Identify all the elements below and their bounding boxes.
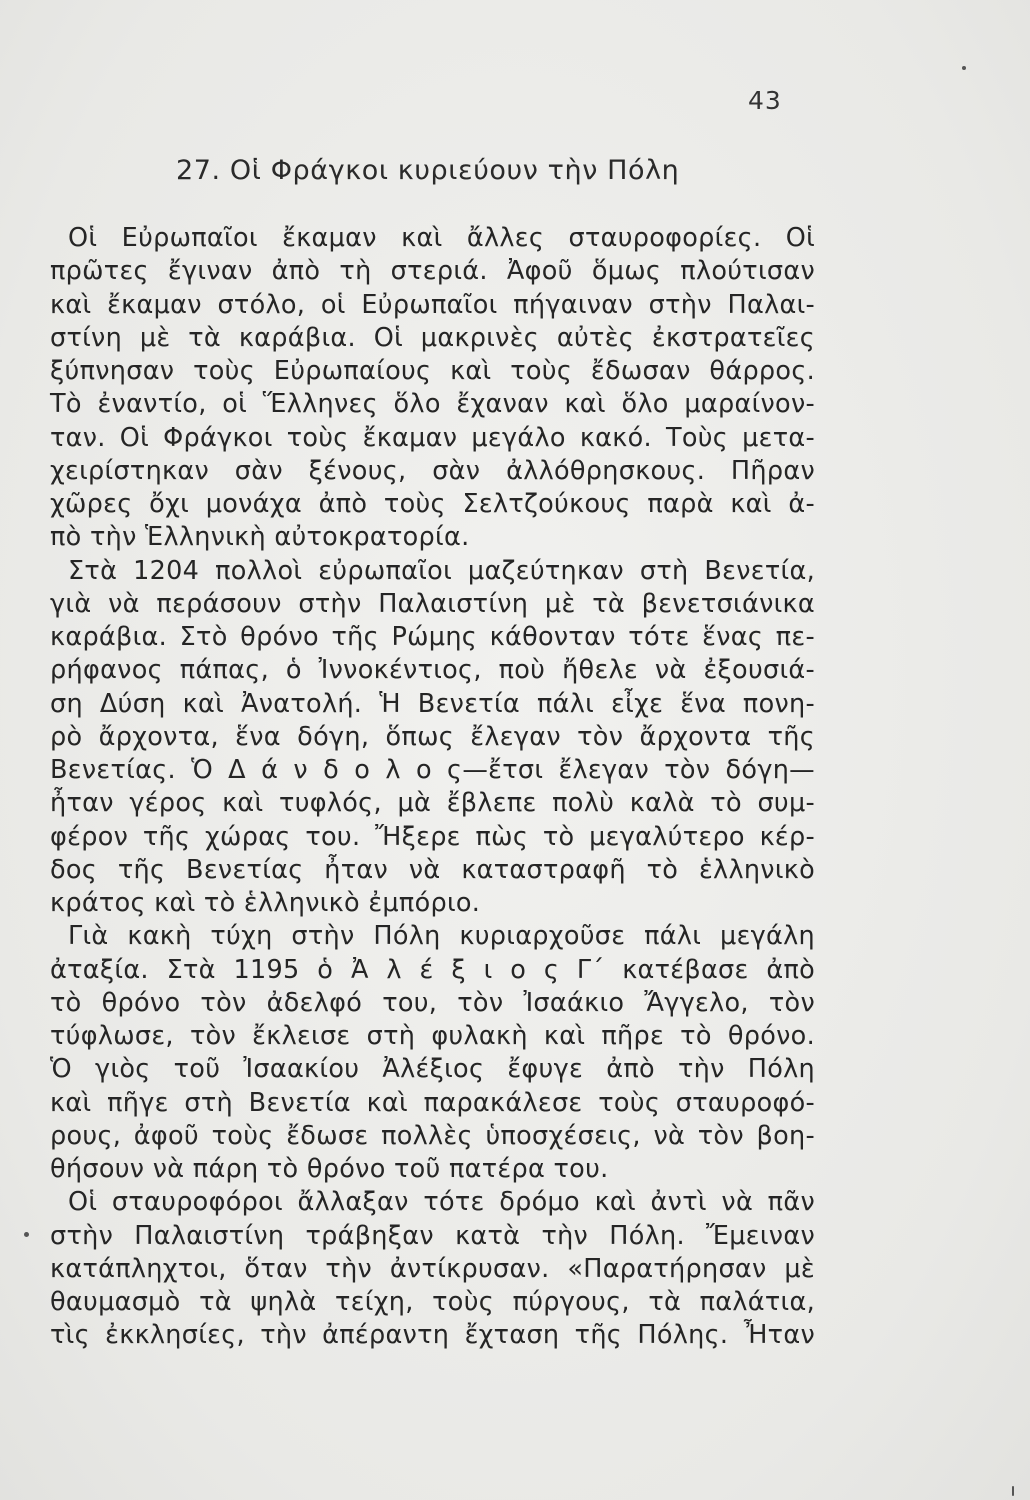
text-line: Τὸ ἐναντίο, οἱ Ἕλληνες ὅλο ἔχαναν καὶ ὅλο μαραίνον- xyxy=(50,389,815,420)
text-line: Γιὰ κακὴ τύχη στὴν Πόλη κυριαρχοῦσε πάλι μεγάλη xyxy=(68,921,815,952)
paragraph-3 xyxy=(50,920,815,1186)
text-line: τὸ θρόνο τὸν ἀδελφό του, τὸν Ἰσαάκιο Ἄγγελο, τὸν xyxy=(50,987,815,1018)
text-line: ρήφανος πάπας, ὁ Ἰννοκέντιος, ποὺ ἤθελε νὰ ἐξουσιά- xyxy=(50,655,815,686)
text-line: τὶς ἐκκλησίες, τὴν ἀπέραντη ἔχταση τῆς Πόλης. Ἦταν xyxy=(50,1320,815,1351)
text-line: στίνη μὲ τὰ καράβια. Οἱ μακρινὲς αὐτὲς ἐκστρατεῖες xyxy=(50,322,815,353)
text-line: Οἱ Εὐρωπαῖοι ἔκαμαν καὶ ἄλλες σταυροφορίες. Οἱ xyxy=(68,223,815,253)
text-line: Βενετίας. Ὁ Δ ά ν δ ο λ ο ς—ἔτσι ἔλεγαν τὸν δόγη— xyxy=(50,755,815,785)
text-line: πὸ τὴν Ἑλληνικὴ αὐτοκρατορία. xyxy=(50,522,470,553)
text-line: φέρον τῆς χώρας του. Ἤξερε πὼς τὸ μεγαλύτερο κέρ- xyxy=(50,821,815,852)
text-line: καὶ ἔκαμαν στόλο, οἱ Εὐρωπαῖοι πήγαιναν στὴν Παλαι- xyxy=(50,289,815,320)
text-line: Στὰ 1204 πολλοὶ εὐρωπαῖοι μαζεύτηκαν στὴ Βενετία, xyxy=(68,555,815,586)
text-line: ἦταν γέρος καὶ τυφλός, μὰ ἔβλεπε πολὺ καλὰ τὸ συμ- xyxy=(50,788,815,819)
body-text xyxy=(50,222,815,1353)
text-line: ξύπνησαν τοὺς Εὐρωπαίους καὶ τοὺς ἔδωσαν θάρρος. xyxy=(50,356,815,386)
text-line: δος τῆς Βενετίας ἦταν νὰ καταστραφῆ τὸ ἑλληνικὸ xyxy=(50,854,815,885)
text-line: ρὸ ἄρχοντα, ἕνα δόγη, ὅπως ἔλεγαν τὸν ἄρχοντα τῆς xyxy=(50,721,815,752)
text-line: θήσουν νὰ πάρη τὸ θρόνο τοῦ πατέρα του. xyxy=(50,1154,609,1184)
text-line: κατάπληχτοι, ὅταν τὴν ἀντίκρυσαν. «Παρατήρησαν μὲ xyxy=(50,1253,815,1284)
text-line: χῶρες ὄχι μονάχα ἀπὸ τοὺς Σελτζούκους παρὰ καὶ ἀ- xyxy=(50,489,815,519)
page-number: 43 xyxy=(748,86,782,115)
text-line: Οἱ σταυροφόροι ἄλλαξαν τότε δρόμο καὶ ἀντὶ νὰ πᾶν xyxy=(68,1187,815,1218)
text-line: Ὁ γιὸς τοῦ Ἰσαακίου Ἀλέξιος ἔφυγε ἀπὸ τὴν Πόλη xyxy=(50,1054,815,1085)
scan-speck xyxy=(1012,1486,1014,1496)
chapter-title: 27. Οἱ Φράγκοι κυριεύουν τὴν Πόλη xyxy=(176,155,680,186)
text-line: ἀταξία. Στὰ 1195 ὁ Ἀ λ έ ξ ι ο ς Γ΄ κατέβασε ἀπὸ xyxy=(50,954,815,985)
text-line: ρους, ἀφοῦ τοὺς ἔδωσε πολλὲς ὑποσχέσεις, νὰ τὸν βοη- xyxy=(50,1120,815,1151)
paragraph-2 xyxy=(50,555,815,921)
text-line: τύφλωσε, τὸν ἔκλεισε στὴ φυλακὴ καὶ πῆρε τὸ θρόνο. xyxy=(50,1021,815,1051)
text-line: χειρίστηκαν σὰν ξένους, σὰν ἀλλόθρησκους. Πῆραν xyxy=(50,455,815,486)
text-line: θαυμασμὸ τὰ ψηλὰ τείχη, τοὺς πύργους, τὰ παλάτια, xyxy=(50,1287,815,1317)
scan-speck xyxy=(24,1232,29,1237)
text-line: ση Δύση καὶ Ἀνατολή. Ἡ Βενετία πάλι εἶχε ἕνα πονη- xyxy=(50,688,815,719)
text-line: πρῶτες ἔγιναν ἀπὸ τὴ στεριά. Ἀφοῦ ὅμως πλούτισαν xyxy=(50,256,815,287)
text-line: γιὰ νὰ περάσουν στὴν Παλαιστίνη μὲ τὰ βενετσιάνικα xyxy=(50,588,815,619)
text-line: στὴν Παλαιστίνη τράβηξαν κατὰ τὴν Πόλη. Ἔμειναν xyxy=(50,1220,815,1251)
scan-speck xyxy=(962,66,966,70)
text-line: κράτος καὶ τὸ ἑλληνικὸ ἐμπόριο. xyxy=(50,888,481,918)
text-line: καράβια. Στὸ θρόνο τῆς Ρώμης κάθονταν τότε ἕνας πε- xyxy=(50,622,815,652)
paragraph-1 xyxy=(50,222,815,555)
paragraph-4 xyxy=(50,1186,815,1352)
text-line: καὶ πῆγε στὴ Βενετία καὶ παρακάλεσε τοὺς σταυροφό- xyxy=(50,1087,815,1118)
text-line: ταν. Οἱ Φράγκοι τοὺς ἔκαμαν μεγάλο κακό. Τοὺς μετα- xyxy=(50,422,815,453)
